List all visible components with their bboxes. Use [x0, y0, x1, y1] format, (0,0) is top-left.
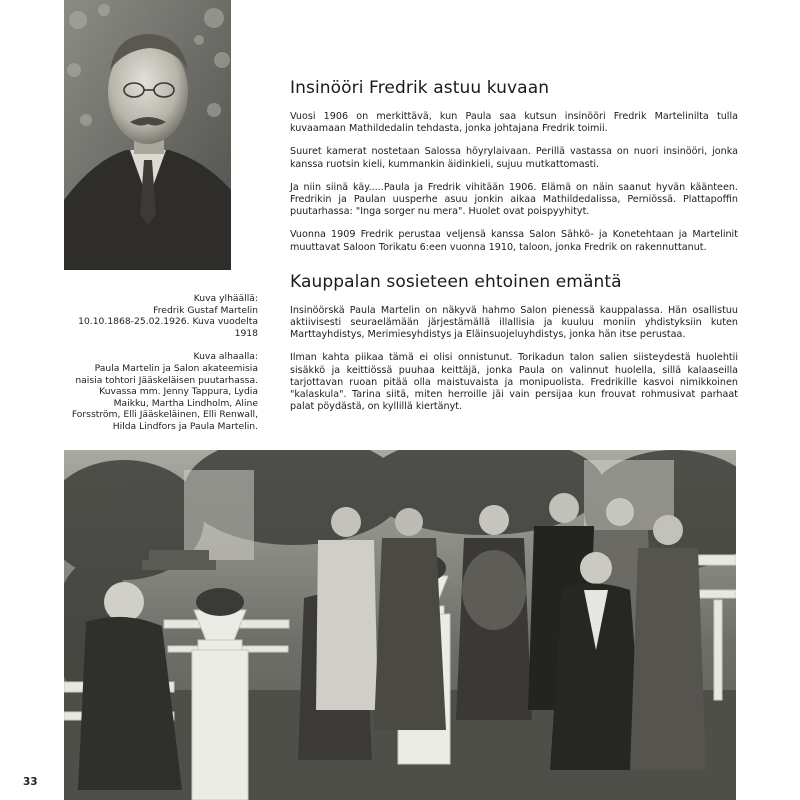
- article-paragraph: Vuonna 1909 Fredrik perustaa veljensä kanssa Salon Sähkö- ja Konetehtaan ja Martelinit muuttavat Saloon Torikatu 6:een vuonna 1910, taloon, jonka Fredrik on rakennuttanut.: [290, 229, 738, 253]
- caption-column: [40, 293, 258, 433]
- caption-bottom: [40, 351, 258, 432]
- article-paragraph: Suuret kamerat nostetaan Salossa höyrylaivaan. Perillä vastassa on nuori insinööri, jonka kanssa ruotsin kieli, kummankin äidinkieli, sujuu mutkattomasti.: [290, 146, 738, 170]
- caption-line: Fredrik Gustaf Martelin: [153, 304, 258, 316]
- portrait-photo-art: [64, 0, 231, 270]
- article-paragraph: Vuosi 1906 on merkittävä, kun Paula saa kutsun insinööri Fredrik Martelinilta tulla kuvaamaan Mathildedalin tehdasta, jonka johtajana Fredrik toimii.: [290, 111, 738, 135]
- caption-line: Forsström, Elli Jääskeläinen, Elli Renwall,: [71, 409, 258, 421]
- article: [290, 78, 738, 424]
- group-photo-art: [64, 450, 736, 800]
- page-number: 33: [23, 776, 38, 788]
- article-paragraph: Insinöörskä Paula Martelin on näkyvä hahmo Salon pienessä kauppalassa. Hän osallistuu aktiivisesti seuraelämään järjestämällä illallisia ja kuuluu moniin yhdistyksiin kuten Marttayhdistys, Merimiesyhdistys ja Eläinsuojeluyhdistys, jonka hän itse perustaa.: [290, 304, 738, 341]
- caption-line: Maikku, Martha Lindholm, Aline: [113, 397, 258, 409]
- caption-line: Hilda Lindfors ja Paula Martelin.: [112, 420, 258, 432]
- article-paragraph: Ja niin siinä käy.....Paula ja Fredrik vihitään 1906. Elämä on näin saanut hyvän käänteen. Fredrikin ja Paulan uusperhe asuu jonkin aikaa Mathildedalissa, Perniössä. Plattapoffin puutarhassa: "Inga sorger nu mera". Huolet ovat poispyyhityt.: [290, 181, 738, 218]
- caption-line: Kuva ylhäällä:: [193, 293, 258, 304]
- caption-line: 10.10.1868-25.02.1926. Kuva vuodelta: [78, 316, 258, 328]
- group-photo: [64, 450, 736, 800]
- article-paragraph: Ilman kahta piikaa tämä ei olisi onnistunut. Torikadun talon salien siisteydestä huolehtii sisäkkö ja keittiössä puuhaa keittäjä, jonka Paula on valinnut huolella, sillä kalaaseilla tarjottavan ruoan pitää olla maistuvaista ja monipuolista. Fredrikille kasvoi nimikkoinen "kalaskula". Tarina siitä, miten herroille jäi vain persijaa kun frouvat rohmusivat parhaat palat pöydästä, on kyllillä kiertänyt.: [290, 352, 738, 413]
- caption-line: naisia tohtori Jääskeläisen puutarhassa.: [75, 374, 258, 386]
- portrait-photo: [64, 0, 231, 270]
- section-heading-kauppala: Kauppalan sosieteen ehtoinen emäntä: [290, 271, 622, 292]
- caption-line: Kuva alhaalla:: [193, 351, 258, 363]
- caption-line: Kuvassa mm. Jenny Tappura, Lydia: [99, 386, 258, 398]
- section-heading-fredrik: Insinööri Fredrik astuu kuvaan: [290, 78, 550, 98]
- caption-top: [40, 293, 258, 339]
- caption-line: Paula Martelin ja Salon akateemisia: [94, 362, 258, 374]
- caption-line: 1918: [234, 327, 258, 339]
